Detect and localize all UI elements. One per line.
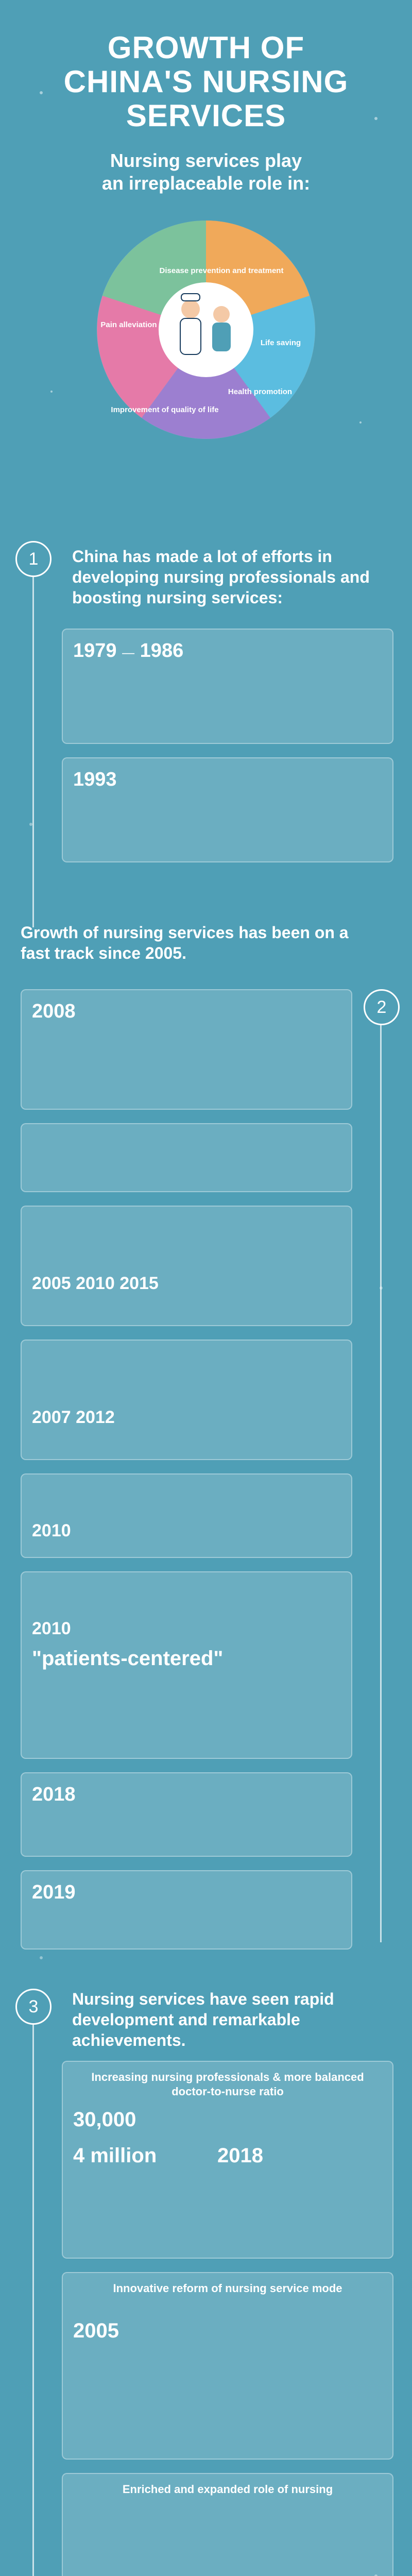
s3-sub1-num-b: 4 million (73, 2144, 157, 2167)
s3-sub1-year: 2018 (217, 2144, 263, 2167)
s2-competition-year-b: 2012 (76, 1408, 115, 1427)
wheel-center (159, 282, 253, 377)
section-2-heading: Growth of nursing services has been on a fast track since 2005. (21, 923, 349, 962)
s2-card-competition (21, 1340, 352, 1460)
s2-card-2008 (21, 989, 352, 1110)
timeline-line-3 (32, 2025, 34, 2576)
s3-sub1-num-a: 30,000 (73, 2108, 136, 2131)
wheel-label-pain: Pain alleviation (100, 320, 157, 329)
section-1-heading: China has made a lot of efforts in developing nursing professionals and boosting nursing services: (72, 547, 370, 607)
title-line-2: CHINA'S NURSING (63, 64, 349, 99)
title-line-1: GROWTH OF (107, 30, 305, 65)
intro (0, 149, 412, 195)
s3-sub3-card (62, 2473, 393, 2576)
role-wheel (93, 216, 319, 443)
title-block (0, 31, 412, 133)
s3-sub3-title: Enriched and expanded role of nursing (122, 2483, 333, 2496)
s2-card-plans (21, 1206, 352, 1326)
intro-text-line-1: Nursing services play (110, 150, 302, 171)
s2-card-quality (21, 1571, 352, 1759)
wheel-label-health: Health promotion (228, 387, 293, 396)
s2-card-2018 (21, 1772, 352, 1857)
section-3-heading: Nursing services have seen rapid development and remarkable achievements. (72, 1990, 334, 2049)
s3-sub2-title: Innovative reform of nursing service mode (113, 2282, 342, 2295)
wheel-label-disease: Disease prevention and treatment (159, 266, 284, 275)
s2-plans-year-c: 2015 (119, 1274, 159, 1293)
section-number-3: 3 (15, 1989, 52, 2025)
s2-card-docs (21, 1123, 352, 1192)
s1-year-to: 1986 (140, 640, 184, 662)
wheel-label-life-saving: Life saving (260, 338, 301, 347)
s2-patient-centered: "patients-centered" (32, 1647, 224, 1670)
s2-plans-years (32, 1274, 159, 1294)
s2-card-2019 (21, 1870, 352, 1950)
section-1-card-b (62, 757, 393, 862)
s2-competition-years (32, 1408, 115, 1428)
s2-quality-year: 2010 (32, 1619, 71, 1638)
s2-year-2019: 2019 (32, 1882, 76, 1903)
section-number-2: 2 (364, 989, 400, 1025)
timeline-line-1 (32, 577, 34, 927)
s2-plans-year-b: 2010 (76, 1274, 115, 1293)
s2-year-2018: 2018 (32, 1784, 76, 1805)
s2-year-2008: 2008 (32, 1001, 76, 1022)
s1-year-from: 1979 (73, 640, 117, 662)
section-number-1: 1 (15, 541, 52, 577)
timeline-line-2 (380, 1025, 382, 1942)
s2-construction-year: 2010 (32, 1521, 71, 1540)
s3-sub2-year: 2005 (73, 2319, 119, 2342)
wheel-label-quality: Improvement of quality of life (111, 405, 219, 414)
s2-competition-year-a: 2007 (32, 1408, 71, 1427)
s2-card-construction (21, 1473, 352, 1558)
s3-sub1-title: Increasing nursing professionals & more balanced doctor-to-nurse ratio (91, 2071, 364, 2098)
section-1-card-a (62, 629, 393, 744)
s3-sub1-card (62, 2061, 393, 2259)
s3-sub2-card (62, 2272, 393, 2460)
s2-plans-year-a: 2005 (32, 1274, 71, 1293)
title-line-3: SERVICES (126, 98, 286, 133)
s1-years-a: 1979 — 1986 (73, 640, 184, 662)
s1-year-b: 1993 (73, 769, 117, 790)
intro-text-line-2: an irreplaceable role in: (101, 173, 311, 194)
